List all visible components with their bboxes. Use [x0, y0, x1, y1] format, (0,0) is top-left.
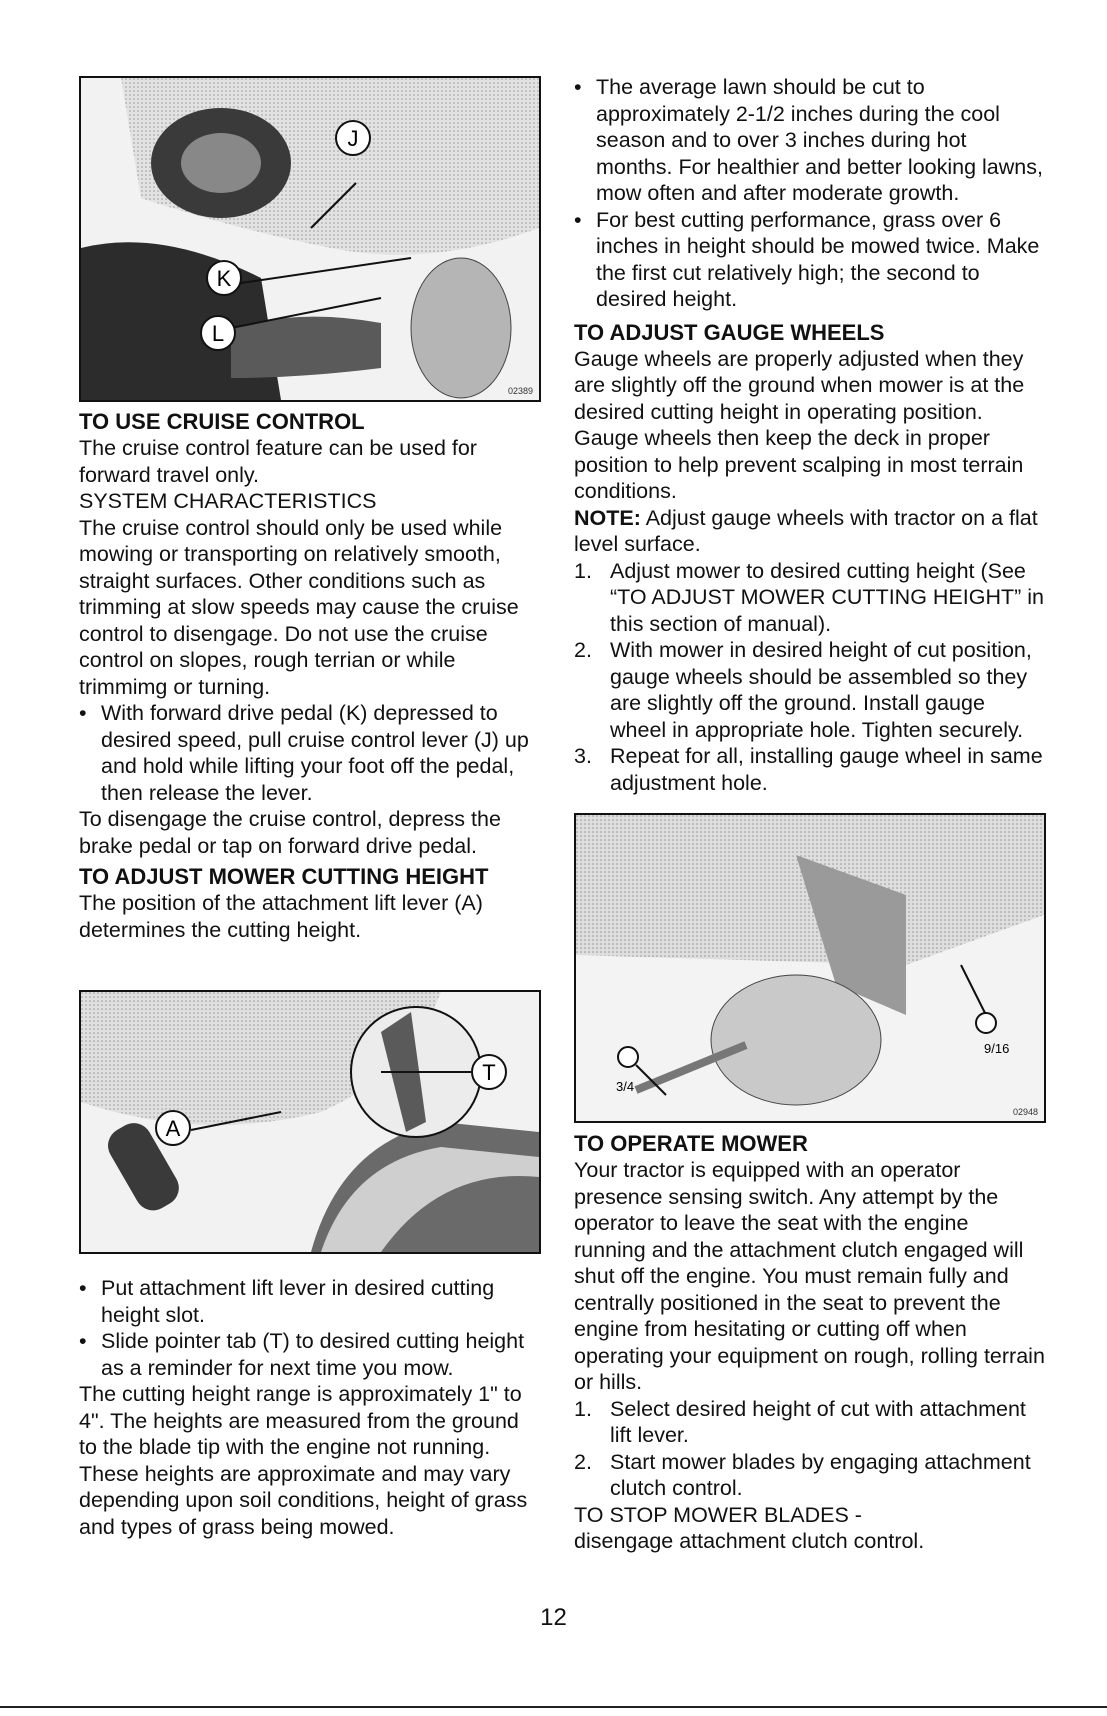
gauge-wheel-figure: [574, 813, 1046, 1123]
operate-text: Your tractor is equipped with an operator presence sensing switch. Any attempt by the operator to leave the seat with the engine running and the attachment clutch engaged will shut off the engine. You must remain fully and centrally positioned in the seat to prevent the engine from hesitating or cutting off when operating your equipment on rough, rolling terrain or hills.: [574, 1158, 1045, 1394]
gauge-title: TO ADJUST GAUGE WHEELS: [574, 319, 885, 345]
operate-section: [574, 1130, 1046, 1555]
gauge-text: Gauge wheels are properly adjusted when they are slightly off the ground when mower is at the desired cutting height in operating position. Gauge wheels then keep the deck in proper position to help prevent scalping in most terrain conditions.: [574, 346, 1025, 503]
callout-a: [156, 1111, 190, 1145]
svg-text:3/4: 3/4: [616, 1079, 635, 1094]
svg-text:K: K: [216, 266, 232, 291]
step-number: 3.: [574, 744, 592, 768]
operate-title: TO OPERATE MOWER: [574, 1131, 808, 1156]
note-label: NOTE:: [574, 505, 641, 530]
height-bullet: • Slide pointer tab (T) to desired cutting height as a reminder for next time you mow.: [79, 1328, 541, 1381]
svg-text:A: A: [165, 1116, 181, 1141]
height-range-text: The cutting height range is approximately 1" to 4". The heights are measured from the ground to the blade tip with the engine not running. These heights are approximate and may vary depending upon soil conditions, height of grass and types of grass being mowed.: [79, 1382, 528, 1539]
gauge-note: [574, 505, 1046, 558]
step-text: Select desired height of cut with attachment lift lever.: [610, 1396, 1026, 1447]
callout-j: [336, 121, 370, 155]
gauge-wheel-shape: [711, 975, 881, 1105]
cruise-control-figure: [79, 76, 541, 402]
system-text: The cruise control should only be used while mowing or transporting on relatively smooth, straight surfaces. Other conditions such as trimming at slow speeds may cause the cruise control to disengage. Do not use the cruise control on slopes, rough terrian or while trimmimg or turning.: [79, 515, 519, 699]
gauge-step: [574, 637, 1046, 743]
note-text: Adjust gauge wheels with tractor on a flat level surface.: [574, 505, 1038, 556]
height-section: [79, 1275, 541, 1540]
cruise-intro: The cruise control feature can be used for forward travel only.: [79, 436, 477, 487]
step-number: 2.: [574, 1449, 592, 1474]
height-title: TO ADJUST MOWER CUTTING HEIGHT: [79, 864, 489, 889]
figure-code: 02948: [1012, 1107, 1038, 1117]
svg-text:T: T: [482, 1060, 496, 1085]
cruise-control-illustration: [81, 78, 539, 400]
callout-t: [472, 1055, 506, 1089]
bottom-rule: [0, 1706, 1107, 1708]
svg-text:L: L: [211, 321, 225, 346]
height-intro: The position of the attachment lift lever (A) determines the cutting height.: [79, 891, 483, 942]
cruise-bullet: • With forward drive pedal (K) depressed to desired speed, pull cruise control lever (J) up and hold while lifting your foot off the pedal, then release the lever.: [79, 700, 541, 806]
stop-text: disengage attachment clutch control.: [574, 1529, 925, 1553]
step-text: Adjust mower to desired cutting height (See “TO ADJUST MOWER CUTTING HEIGHT” in this section of manual).: [610, 558, 1044, 636]
cutting-height-figure: [79, 990, 541, 1254]
stop-heading: TO STOP MOWER BLADES -: [574, 1502, 862, 1527]
lawn-bullet: • For best cutting performance, grass over 6 inches in height should be mowed twice. Make the first cut relatively high; the second to desired height.: [574, 207, 1046, 313]
step-number: 1.: [574, 558, 592, 583]
height-bullet: • Put attachment lift lever in desired cutting height slot.: [79, 1275, 541, 1328]
gauge-wheel-illustration: [576, 815, 1044, 1121]
svg-text:9/16: 9/16: [984, 1041, 1010, 1056]
lawn-bullet: • The average lawn should be cut to approximately 2-1/2 inches during the cool season and to over 3 inches during hot months. For healthier and better looking lawns, mow often and after moderate growth.: [574, 74, 1046, 207]
operate-step: [574, 1449, 1046, 1502]
step-number: 1.: [574, 1396, 592, 1421]
lawn-section: [574, 74, 1046, 796]
cruise-section: [79, 408, 541, 943]
disengage-text: To disengage the cruise control, depress the brake pedal or tap on forward drive pedal.: [79, 807, 501, 858]
cutting-height-illustration: [81, 992, 539, 1252]
step-text: With mower in desired height of cut position, gauge wheels should be assembled so they are slightly off the ground. Install gauge wheel in appropriate hole. Tighten securely.: [610, 638, 1032, 742]
gauge-step: [574, 743, 1046, 796]
callout-l: [201, 316, 235, 350]
front-wheel-shape: [411, 258, 511, 398]
gauge-step: [574, 558, 1046, 638]
figure-code: 02389: [507, 386, 533, 396]
step-number: 2.: [574, 638, 592, 662]
system-heading: SYSTEM CHARACTERISTICS: [79, 489, 377, 513]
cruise-title: TO USE CRUISE CONTROL: [79, 409, 365, 434]
callout-k: [207, 261, 241, 295]
page-number: 12: [540, 1604, 567, 1631]
svg-text:J: J: [347, 126, 359, 151]
step-text: Start mower blades by engaging attachment clutch control.: [610, 1449, 1031, 1500]
operate-step: [574, 1396, 1046, 1449]
step-text: Repeat for all, installing gauge wheel in same adjustment hole.: [610, 744, 1043, 795]
